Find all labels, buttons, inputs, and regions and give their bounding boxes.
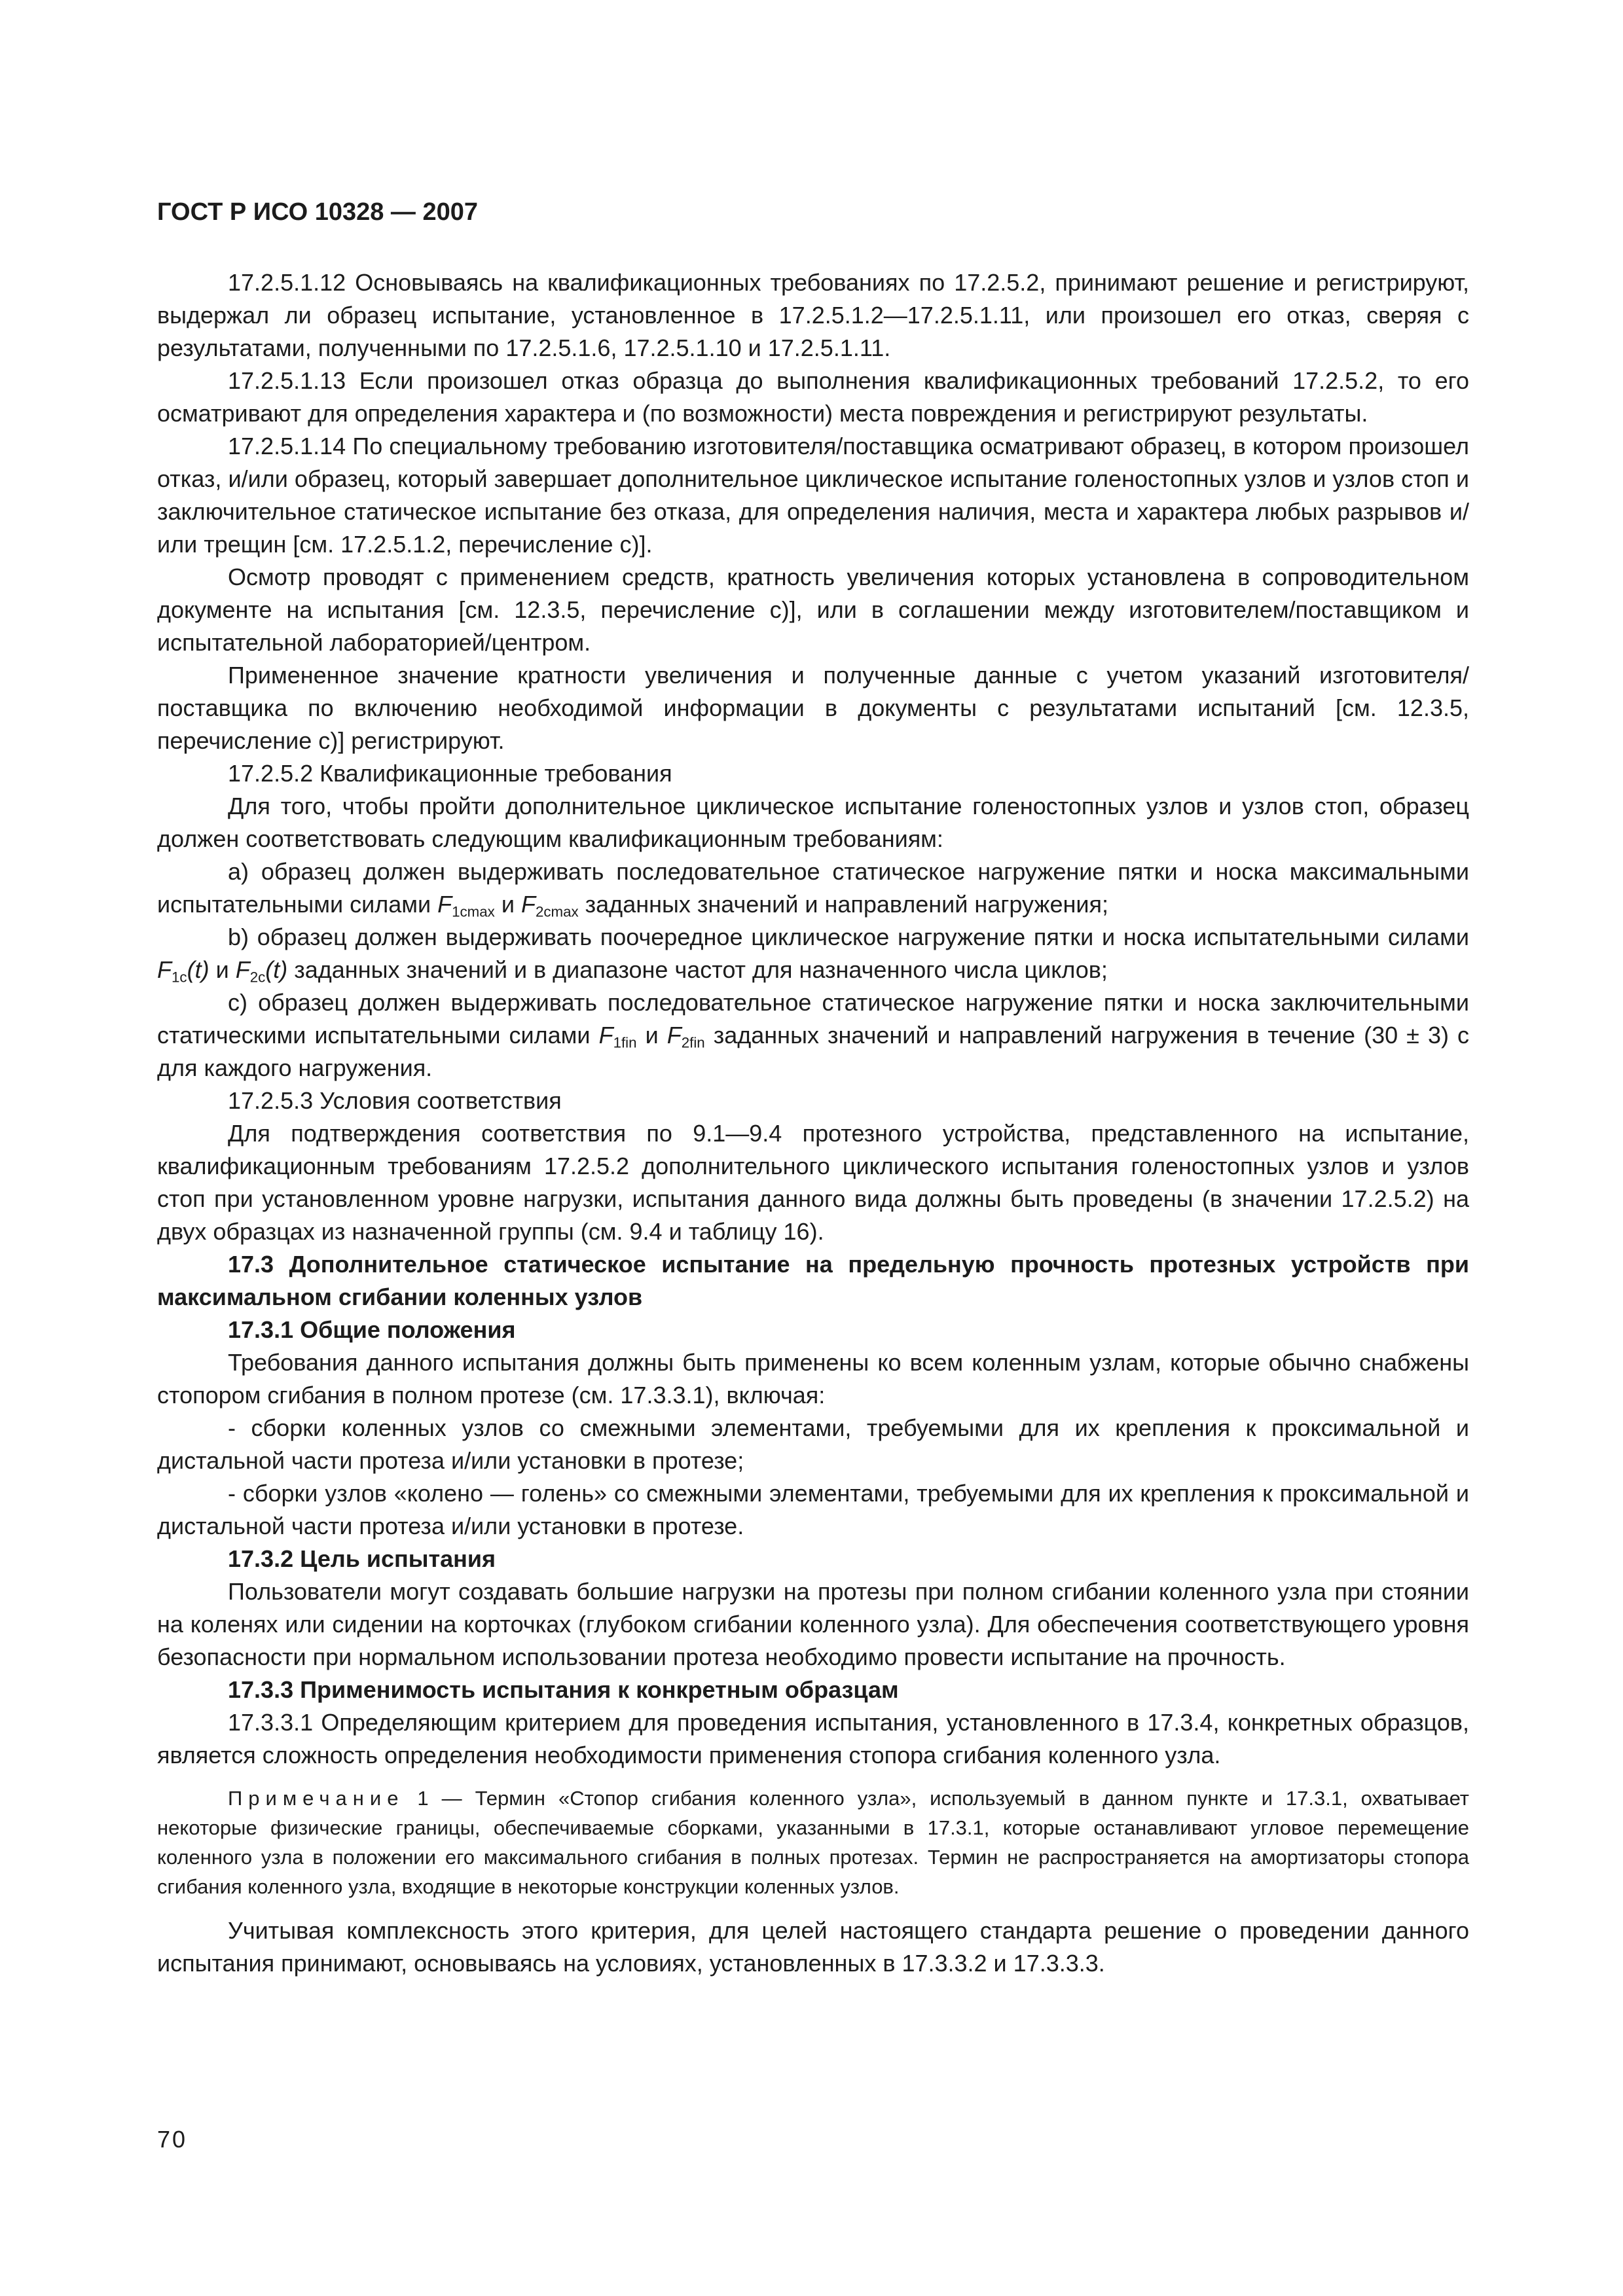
paragraph-decision: Учитывая комплексность этого критерия, для целей настоящего стандарта решение о проведении данного испытания принимают, основываясь на условиях, установленных в 17.3.3.2 и 17.3.3.3. — [157, 1917, 1469, 1977]
paragraph-requirements-scope: Требования данного испытания должны быть применены ко всем коленным узлам, которые обычно снабжены стопором сгибания в полном протезе (см. 17.3.3.1), включая: — [157, 1349, 1469, 1409]
document-header: ГОСТ Р ИСО 10328 — 2007 — [157, 198, 479, 226]
requirement-item-b: b) образец должен выдерживать поочередное циклическое нагружение пятки и носка испытательными силами $F_{1c}(t)$ и $F_{2c}(t)$ заданных значений и в диапазоне частот для назначенного числа циклов; — [157, 924, 1469, 986]
section-17-3-3-heading: 17.3.3 Применимость испытания к конкретным образцам — [228, 1676, 899, 1704]
list-item-knee-assemblies: - сборки коленных узлов со смежными элементами, требуемыми для их крепления к проксимальной и дистальной части протеза и/или установки в протезе; — [157, 1414, 1469, 1475]
paragraph-17-3-3-1: 17.3.3.1 Определяющим критерием для проведения испытания, установленного в 17.3.4, конкретных образцов, является сложность определения необходимости применения стопора сгибания коленного узла. — [157, 1709, 1469, 1769]
paragraph-conformity: Для подтверждения соответствия по 9.1—9.4 протезного устройства, представленного на испытание, квалификационным требованиям 17.2.5.2 дополнительного циклического испытания голеностопных узлов и узлов стоп при установленном уровне нагрузки, испытания данного вида должны быть проведены (в значении 17.2.5.2) на двух образцах из назначенной группы (см. 9.4 и таблицу 16). — [157, 1120, 1469, 1246]
paragraph-17-2-5-1-13: 17.2.5.1.13 Если произошел отказ образца до выполнения квалификационных требований 17.2.5.2, то его осматривают для определения характера и (по возможности) места повреждения и регистрируют результаты. — [157, 367, 1469, 427]
paragraph-requirements-intro: Для того, чтобы пройти дополнительное циклическое испытание голеностопных узлов и узлов стоп, образец должен соответствовать следующим квалификационным требованиям: — [157, 793, 1469, 853]
note-label: Примечание — [228, 1787, 405, 1810]
requirement-item-a: а) образец должен выдерживать последовательное статическое нагружение пятки и носка максимальными испытательными силами $F_{1cmax}$ и $F_{2cmax}$ заданных значений и направлений нагружения; — [157, 858, 1469, 921]
list-item-knee-shin-assemblies: - сборки узлов «колено — голень» со смежными элементами, требуемыми для их крепления к проксимальной и дистальной части протеза и/или установки в протезе. — [157, 1480, 1469, 1540]
subsection-17-2-5-2-title: 17.2.5.2 Квалификационные требования — [228, 760, 672, 787]
paragraph-magnification: Примененное значение кратности увеличения и полученные данные с учетом указаний изготовителя/поставщика по включению необходимой информации в документы с результатами испытаний [см. 12.3.5, перечисление с)] регистрируют. — [157, 662, 1469, 755]
paragraph-17-2-5-1-14: 17.2.5.1.14 По специальному требованию изготовителя/поставщика осматривают образец, в котором произошел отказ, и/или образец, который завершает дополнительное циклическое испытание голеностопных узлов и узлов стоп и заключительное статическое испытание без отказа, для определения наличия, места и характера любых разрывов и/или трещин [см. 17.2.5.1.2, перечисление с)]. — [157, 433, 1469, 558]
section-17-3-2-heading: 17.3.2 Цель испытания — [228, 1545, 496, 1573]
document-page — [157, 183, 1469, 1980]
note-text: 1 — Термин «Стопор сгибания коленного узла», используемый в данном пункте и 17.3.1, охватывает некоторые физические границы, обеспечиваемые сборками, указанными в 17.3.1, которые останавливают угловое перемещение коленного узла в положении его максимального сгибания в полных протезах. Термин не распространяется на амортизаторы стопора сгибания коленного узла, входящие в некоторые конструкции коленных узлов. — [157, 1787, 1469, 1899]
subsection-17-2-5-3-title: 17.2.5.3 Условия соответствия — [228, 1087, 562, 1115]
paragraph-test-purpose: Пользователи могут создавать большие нагрузки на протезы при полном сгибании коленного узла при стоянии на коленях или сидении на корточках (глубоком сгибании коленного узла). Для обеспечения соответствующего уровня безопасности при нормальном использовании протеза необходимо провести испытание на прочность. — [157, 1578, 1469, 1671]
requirement-item-c: с) образец должен выдерживать последовательное статическое нагружение пятки и носка заключительными статическими испытательными силами $F_{1fin}$ и $F_{2fin}$ заданных значений и направлений нагружения в течение (30 ± 3) с для каждого нагружения. — [157, 989, 1469, 1082]
section-17-3-1-heading: 17.3.1 Общие положения — [228, 1316, 516, 1344]
document-body — [157, 266, 1469, 1980]
page-number: 70 — [157, 2126, 188, 2153]
paragraph-inspection: Осмотр проводят с применением средств, кратность увеличения которых установлена в сопроводительном документе на испытания [см. 12.3.5, перечисление с)], или в соглашении между изготовителем/поставщиком и испытательной лабораторией/центром. — [157, 564, 1469, 656]
note-1 — [157, 1784, 1469, 1901]
section-17-3-heading: 17.3 Дополнительное статическое испытание на предельную прочность протезных устройств при максимальном сгибании коленных узлов — [157, 1251, 1469, 1311]
paragraph-17-2-5-1-12: 17.2.5.1.12 Основываясь на квалификационных требованиях по 17.2.5.2, принимают решение и регистрируют, выдержал ли образец испытание, установленное в 17.2.5.1.2—17.2.5.1.11, или произошел его отказ, сверяя с результатами, полученными по 17.2.5.1.6, 17.2.5.1.10 и 17.2.5.1.11. — [157, 269, 1469, 362]
